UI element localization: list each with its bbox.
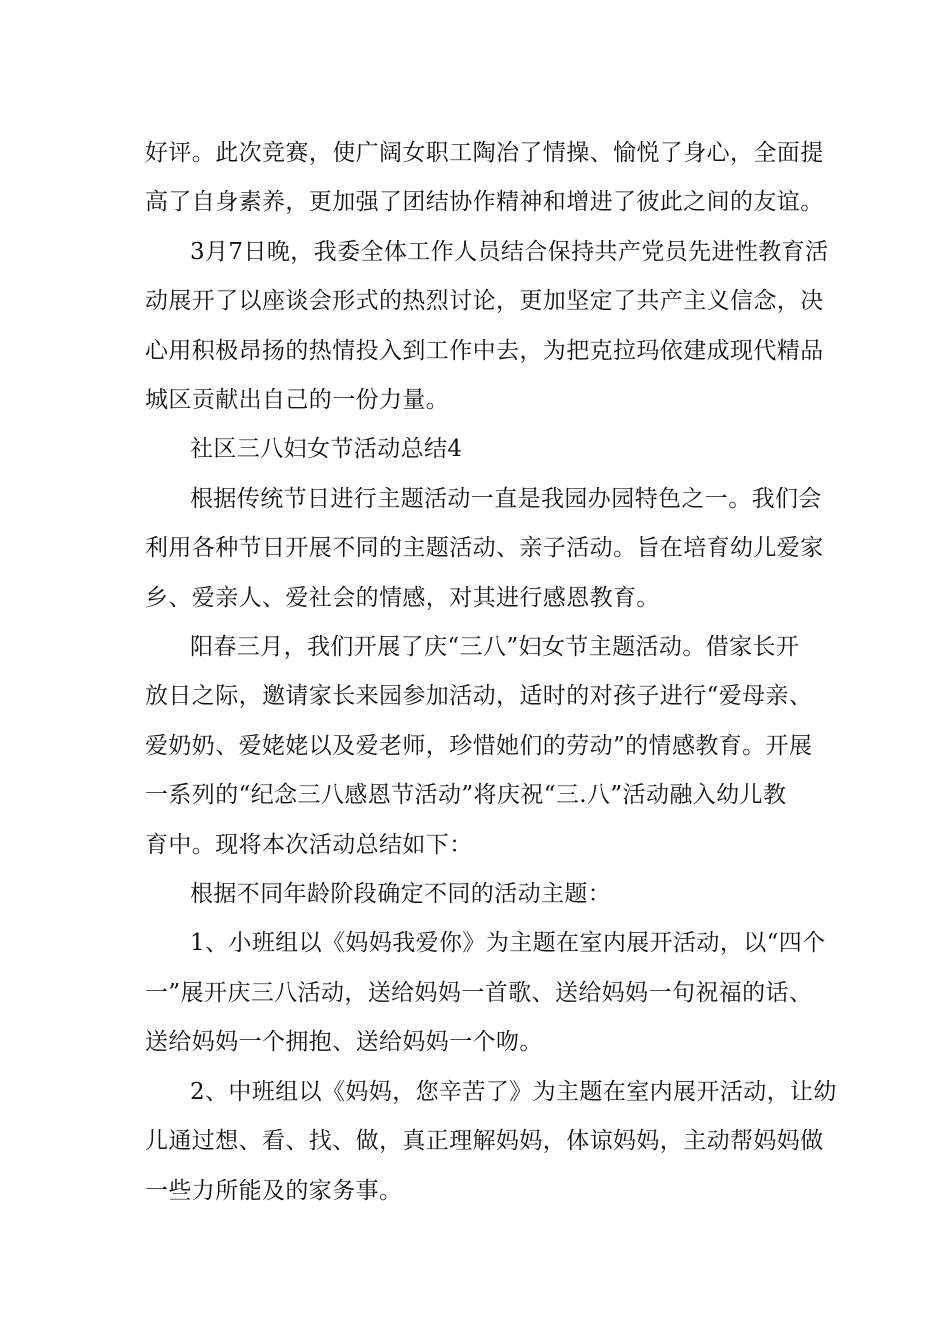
text-line: 城区贡献出自己的一份力量。 [145, 387, 450, 413]
text-line: 育中。现将本次活动总结如下： [145, 832, 473, 858]
text-line: 儿通过想、看、找、做，真正理解妈妈，体谅妈妈，主动帮妈妈做 [145, 1128, 824, 1154]
section-heading: 社区三八妇女节活动总结4 [190, 436, 463, 462]
text-line: 1、小班组以《妈妈我爱你》为主题在室内展开活动，以“四个 [190, 930, 826, 956]
text-line: 心用积极昂扬的热情投入到工作中去，为把克拉玛依建成现代精品 [145, 338, 824, 364]
text-line: 动展开了以座谈会形式的热烈讨论，更加坚定了共产主义信念，决 [145, 288, 824, 314]
text-line: 阳春三月，我们开展了庆“三八”妇女节主题活动。借家长开 [190, 634, 800, 660]
text-line: 一些力所能及的家务事。 [145, 1178, 403, 1204]
text-line: 好评。此次竞赛，使广阔女职工陶冶了情操、愉悦了身心，全面提 [145, 140, 824, 166]
text-line: 一”展开庆三八活动，送给妈妈一首歌、送给妈妈一句祝福的话、 [145, 980, 813, 1006]
text-line: 送给妈妈一个拥抱、送给妈妈一个吻。 [145, 1029, 543, 1055]
text-line: 3月7日晚，我委全体工作人员结合保持共产党员先进性教育活 [190, 239, 829, 265]
text-line: 爱奶奶、爱姥姥以及爱老师，珍惜她们的劳动”的情感教育。开展 [145, 733, 813, 759]
text-line: 利用各种节日开展不同的主题活动、亲子活动。旨在培育幼儿爱家 [145, 535, 824, 561]
text-line: 乡、爱亲人、爱社会的情感，对其进行感恩教育。 [145, 585, 660, 611]
text-line: 2、中班组以《妈妈，您辛苦了》为主题在室内展开活动，让幼 [190, 1079, 837, 1105]
text-line: 根据不同年龄阶段确定不同的活动主题： [190, 881, 612, 907]
text-line: 放日之际，邀请家长来园参加活动，适时的对孩子进行“爱母亲、 [145, 683, 813, 709]
text-line: 根据传统节日进行主题活动一直是我园办园特色之一。我们会 [190, 486, 822, 512]
text-line: 高了自身素养，更加强了团结协作精神和增进了彼此之间的友谊。 [145, 189, 824, 215]
text-line: 一系列的“纪念三八感恩节活动”将庆祝“三.八”活动融入幼儿教 [145, 782, 787, 808]
